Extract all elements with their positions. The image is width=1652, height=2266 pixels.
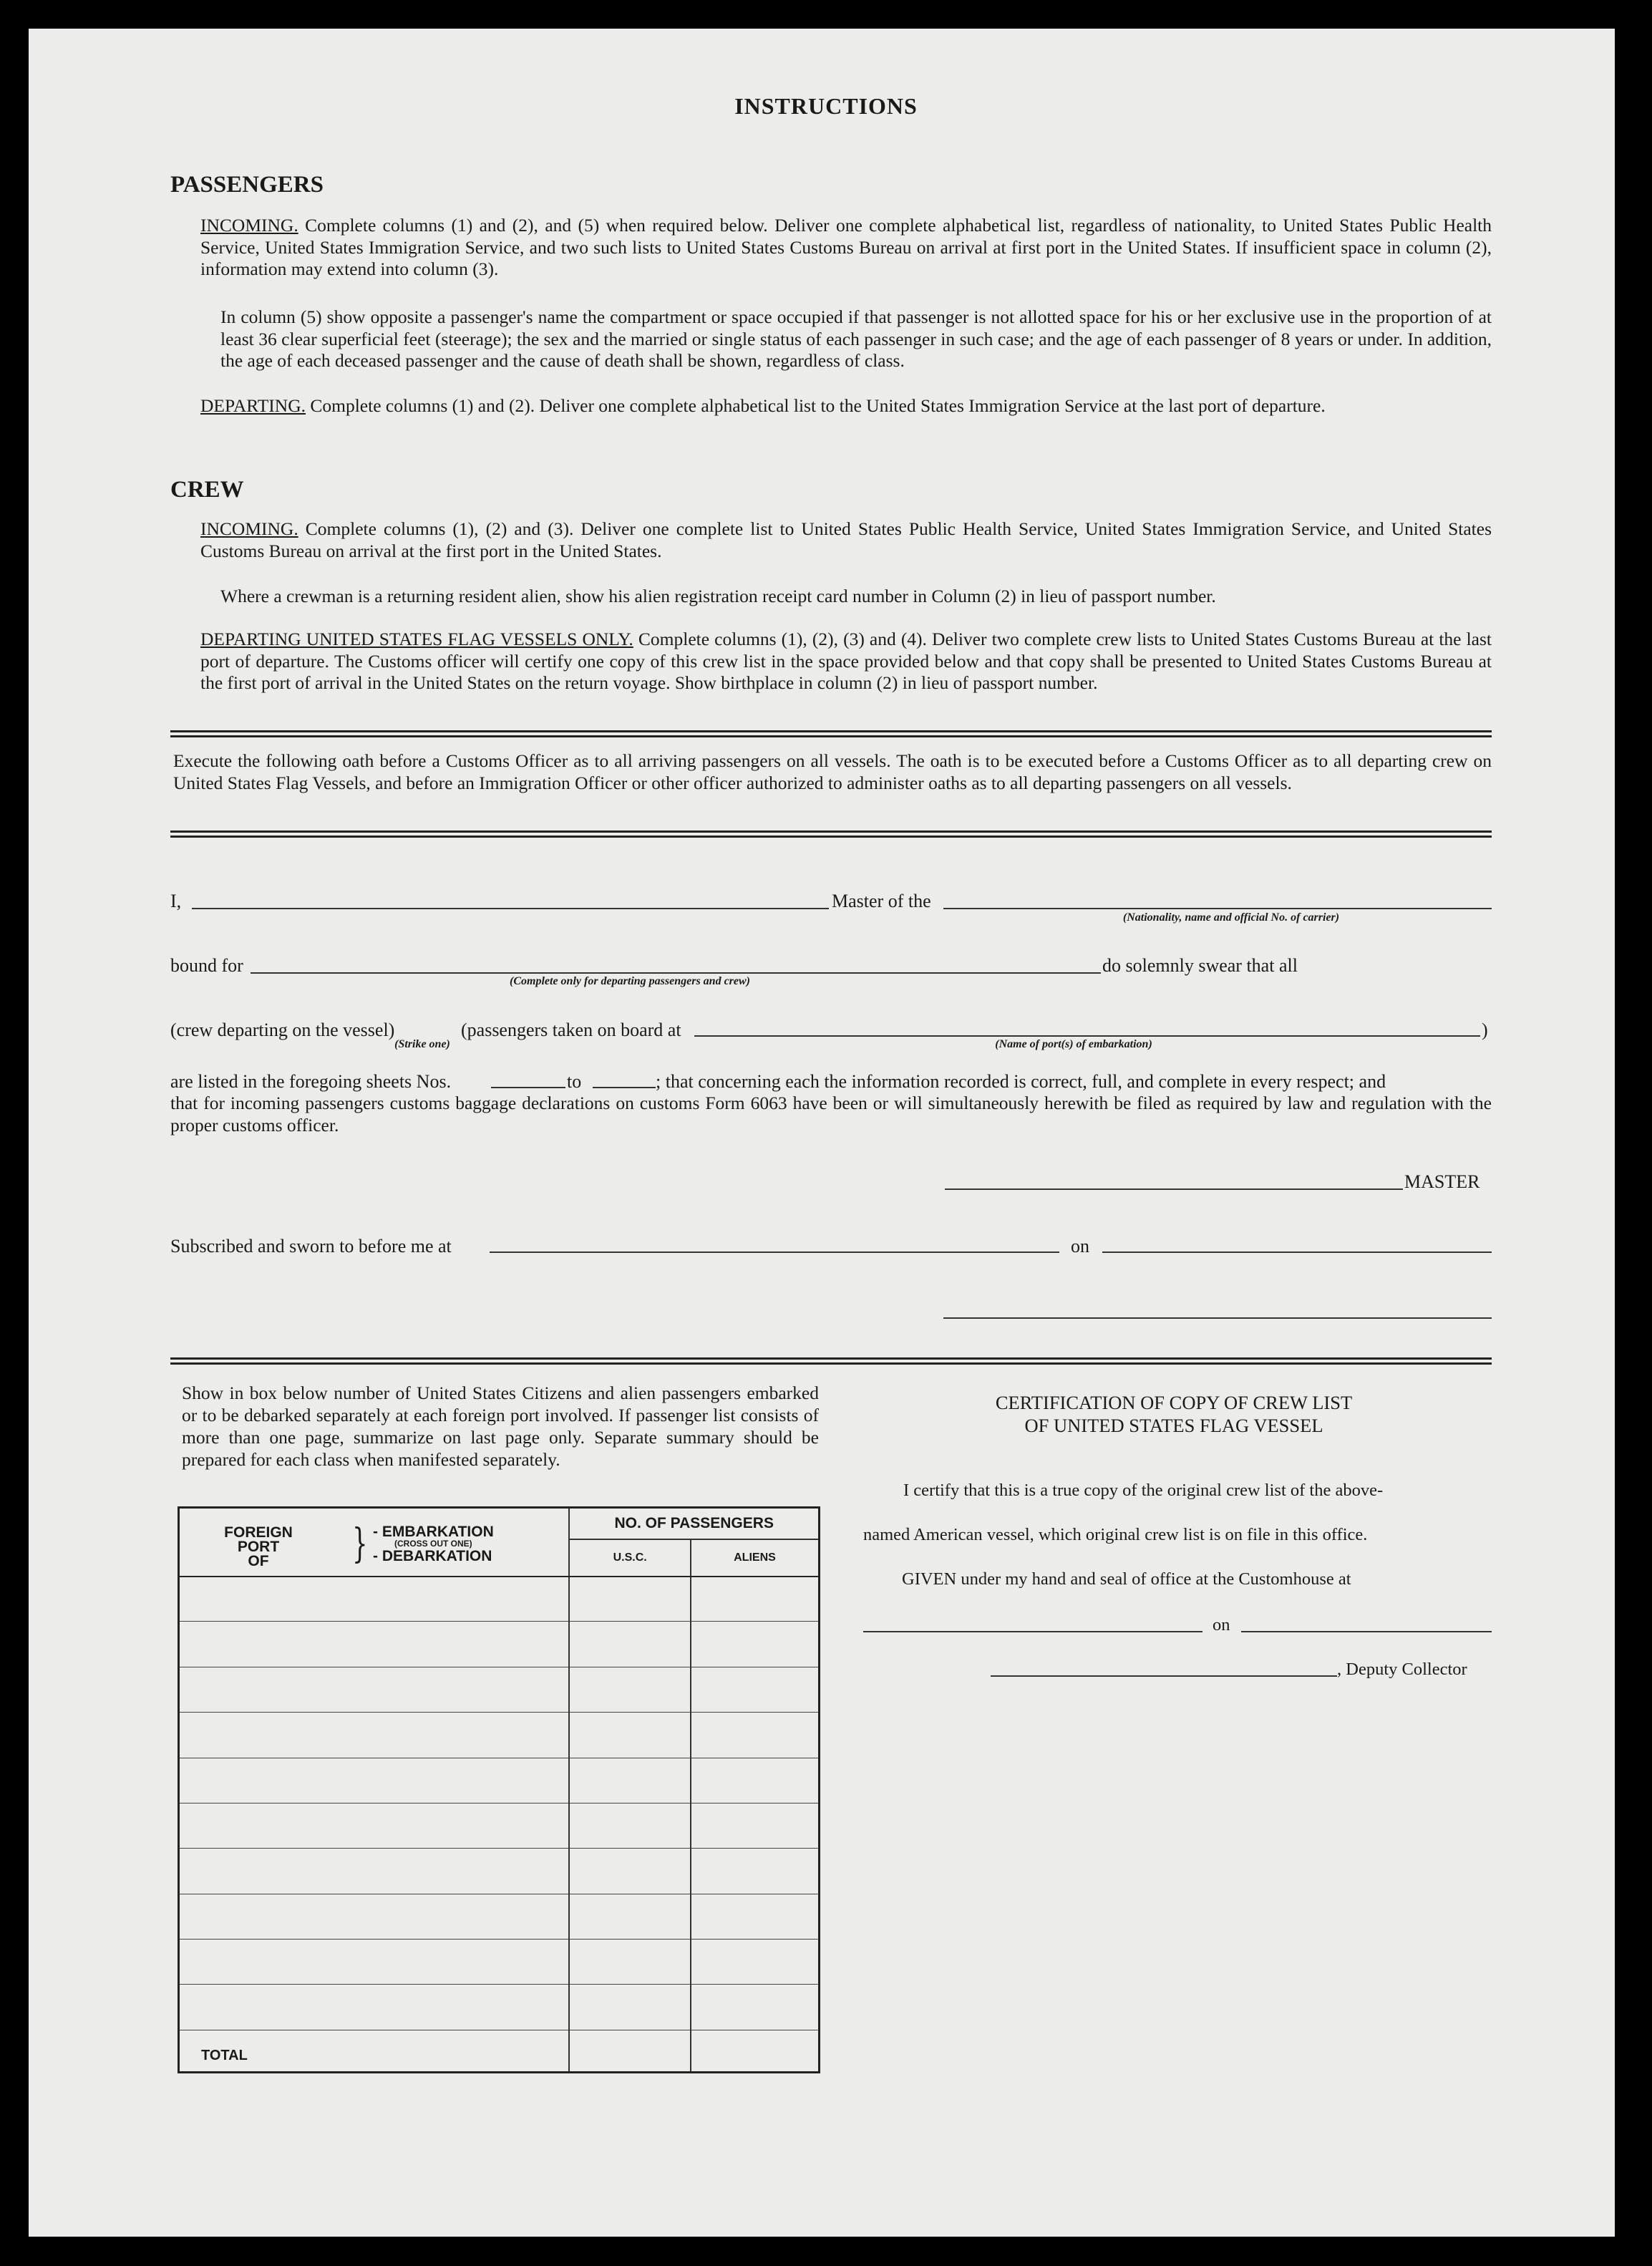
usc-cell[interactable]: [569, 1939, 691, 1984]
crew-departing-paragraph: [200, 629, 1492, 694]
page-title: INSTRUCTIONS: [734, 93, 918, 119]
brace-icon: }: [352, 1521, 368, 1567]
header-foreign: FOREIGN: [224, 1524, 293, 1541]
aliens-cell[interactable]: [691, 1849, 820, 1894]
usc-cell[interactable]: [569, 1713, 691, 1758]
passengers-incoming-text: Complete columns (1) and (2), and (5) when required below. Deliver one complete alphabetical list, regardless of nationality, to United States Public Health Service, United States Immigration Service, and two such lists to United States Customs Bureau on arrival at first port in the United States. If insufficient space in column (2), information may extend into column (3).: [200, 215, 1492, 279]
bound-for-field[interactable]: [251, 972, 1101, 974]
master-of-the-label: Master of the: [832, 891, 931, 911]
header-of: OF: [248, 1553, 269, 1569]
header-debarkation[interactable]: - DEBARKATION: [373, 1548, 492, 1564]
usc-cell[interactable]: [569, 1577, 691, 1622]
port-cell[interactable]: [179, 1894, 570, 1939]
oath-intro: Execute the following oath before a Customs Officer as to all arriving passengers on all vessels. The oath is to be executed before a Customs Officer as to all departing crew on United States Flag Vessels, and before an Immigration Officer or other officer authorized to administer oaths as to all departing passengers on all vessels.: [173, 750, 1492, 793]
aliens-cell[interactable]: [691, 1985, 820, 2030]
given-line: GIVEN under my hand and seal of office at the Customhouse at: [902, 1569, 1351, 1589]
oath-i-label: I,: [170, 891, 182, 911]
aliens-cell[interactable]: [691, 1713, 820, 1758]
crew-departing-lead: DEPARTING UNITED STATES FLAG VESSELS ONLY.: [200, 629, 633, 649]
usc-total-cell[interactable]: [569, 2030, 691, 2072]
officer-signature-field[interactable]: [943, 1317, 1492, 1319]
aliens-header-cell: ALIENS: [691, 1539, 820, 1576]
port-cell[interactable]: [179, 1667, 570, 1712]
deputy-signature-field[interactable]: [991, 1675, 1337, 1677]
port-cell[interactable]: [179, 1577, 570, 1622]
certification-heading-1: CERTIFICATION OF COPY OF CREW LIST: [995, 1392, 1353, 1413]
certify-line-2: named American vessel, which original crew list is on file in this office.: [863, 1525, 1368, 1544]
ports-caption: (Name of port(s) of embarkation): [995, 1038, 1152, 1050]
subscribed-label: Subscribed and sworn to before me at: [170, 1236, 452, 1257]
strike-one-caption: (Strike one): [394, 1038, 450, 1050]
customhouse-field[interactable]: [863, 1631, 1202, 1632]
listed-statement: ; that concerning each the information recorded is correct, full, and complete in every respect; and: [656, 1071, 1386, 1092]
summary-instructions: Show in box below number of United States Citizens and alien passengers embarked or to be debarked separately at each foreign port involved. If passenger list consists of more than one page, summarize on last page only. Separate summary should be prepared for each class when manifested separately.: [182, 1383, 819, 1470]
sworn-date-field[interactable]: [1102, 1251, 1492, 1253]
passengers-departing-text: Complete columns (1) and (2). Deliver one complete alphabetical list to the United States Immigration Service at the last port of departure.: [310, 395, 1326, 416]
embarkation-ports-field[interactable]: [694, 1035, 1480, 1037]
listed-to-label: to: [567, 1071, 582, 1092]
bound-for-label: bound for: [170, 955, 243, 976]
master-signature-field[interactable]: [945, 1188, 1403, 1190]
crew-incoming-text: Complete columns (1), (2) and (3). Deliver one complete list to United States Public Health Service, United States Immigration Service, and United States Customs Bureau on arrival at the first port in the United States.: [200, 518, 1492, 561]
usc-cell[interactable]: [569, 1622, 691, 1667]
port-cell[interactable]: [179, 1849, 570, 1894]
crew-resident-paragraph: Where a crewman is a returning resident alien, show his alien registration receipt card number in Column (2) in lieu of passport number.: [220, 586, 1216, 606]
listed-statement-rest: that for incoming passengers customs baggage declarations on customs Form 6063 have been or will simultaneously herewith be filed as required by law and regulation with the proper customs officer.: [170, 1093, 1492, 1136]
sworn-on-label: on: [1071, 1236, 1089, 1257]
port-cell[interactable]: [179, 1713, 570, 1758]
section-divider: [170, 1357, 1492, 1365]
usc-cell[interactable]: [569, 1985, 691, 2030]
header-port: PORT: [237, 1539, 280, 1555]
aliens-cell[interactable]: [691, 1758, 820, 1803]
certification-heading-2: OF UNITED STATES FLAG VESSEL: [1024, 1415, 1323, 1436]
section-divider: [170, 831, 1492, 838]
port-cell[interactable]: [179, 1622, 570, 1667]
aliens-cell[interactable]: [691, 1894, 820, 1939]
certify-line-1: I certify that this is a true copy of the original crew list of the above-: [903, 1481, 1384, 1500]
usc-header-cell: U.S.C.: [569, 1539, 691, 1576]
deputy-collector-label: , Deputy Collector: [1337, 1660, 1467, 1679]
aliens-cell[interactable]: [691, 1667, 820, 1712]
port-cell[interactable]: [179, 1758, 570, 1803]
usc-cell[interactable]: [569, 1894, 691, 1939]
aliens-cell[interactable]: [691, 1577, 820, 1622]
crew-incoming-lead: INCOMING.: [200, 518, 298, 539]
close-paren: ): [1482, 1020, 1488, 1040]
total-label-cell: TOTAL: [179, 2030, 570, 2072]
usc-cell[interactable]: [569, 1803, 691, 1848]
listed-sheets-label: are listed in the foregoing sheets Nos.: [170, 1071, 452, 1092]
section-divider: [170, 730, 1492, 737]
passengers-departing-paragraph: [200, 395, 1492, 417]
passenger-summary-table: [178, 1506, 820, 2073]
cert-date-field[interactable]: [1241, 1631, 1492, 1632]
passengers-incoming-paragraph: [200, 215, 1492, 281]
usc-cell[interactable]: [569, 1849, 691, 1894]
nationality-caption: (Nationality, name and official No. of carrier): [1122, 911, 1340, 924]
carrier-field[interactable]: [943, 908, 1492, 909]
sheet-from-field[interactable]: [491, 1087, 565, 1088]
aliens-total-cell[interactable]: [691, 2030, 820, 2072]
port-cell[interactable]: [179, 1939, 570, 1984]
port-cell[interactable]: [179, 1803, 570, 1848]
passengers-taken-option[interactable]: (passengers taken on board at: [461, 1020, 681, 1040]
header-embarkation[interactable]: - EMBARKATION: [373, 1524, 494, 1540]
port-header-cell: [179, 1508, 570, 1577]
cert-on-label: on: [1213, 1615, 1230, 1635]
usc-cell[interactable]: [569, 1667, 691, 1712]
bound-for-caption: (Complete only for departing passengers and crew): [510, 975, 750, 987]
crew-incoming-paragraph: [200, 518, 1492, 562]
crew-departing-option[interactable]: (crew departing on the vessel): [170, 1020, 395, 1040]
do-swear-label: do solemnly swear that all: [1102, 955, 1298, 976]
crew-heading: CREW: [170, 477, 244, 503]
header-cross-out: (CROSS OUT ONE): [394, 1539, 472, 1549]
crew-departing-text: Complete columns (1), (2), (3) and (4). Deliver two complete crew lists to United States Customs Bureau at the last port of departure. The Customs officer will certify one copy of this crew list in the space provided below and that copy shall be presented to United States Customs Bureau at the first port of arrival in the United States on the return voyage. Show birthplace in column (2) in lieu of passport number.: [200, 629, 1492, 693]
master-label: MASTER: [1404, 1171, 1480, 1192]
passengers-heading: PASSENGERS: [170, 172, 324, 198]
aliens-cell[interactable]: [691, 1803, 820, 1848]
passengers-incoming-lead: INCOMING.: [200, 215, 298, 236]
port-cell[interactable]: [179, 1985, 570, 2030]
aliens-cell[interactable]: [691, 1622, 820, 1667]
passengers-departing-lead: DEPARTING.: [200, 395, 306, 416]
usc-cell[interactable]: [569, 1758, 691, 1803]
sworn-place-field[interactable]: [490, 1251, 1059, 1253]
passengers-header-cell: NO. OF PASSENGERS: [569, 1508, 819, 1540]
aliens-cell[interactable]: [691, 1939, 820, 1984]
master-name-field[interactable]: [192, 908, 829, 909]
sheet-to-field[interactable]: [593, 1087, 656, 1088]
passengers-column5-paragraph: In column (5) show opposite a passenger's name the compartment or space occupied if that passenger is not allotted space for his or her exclusive use in the proportion of at least 36 clear superficial feet (steerage); the sex and the married or single status of each passenger in such case; and the age of each passenger of 8 years or under. In addition, the age of each deceased passenger and the cause of death shall be shown, regardless of class.: [220, 306, 1492, 371]
